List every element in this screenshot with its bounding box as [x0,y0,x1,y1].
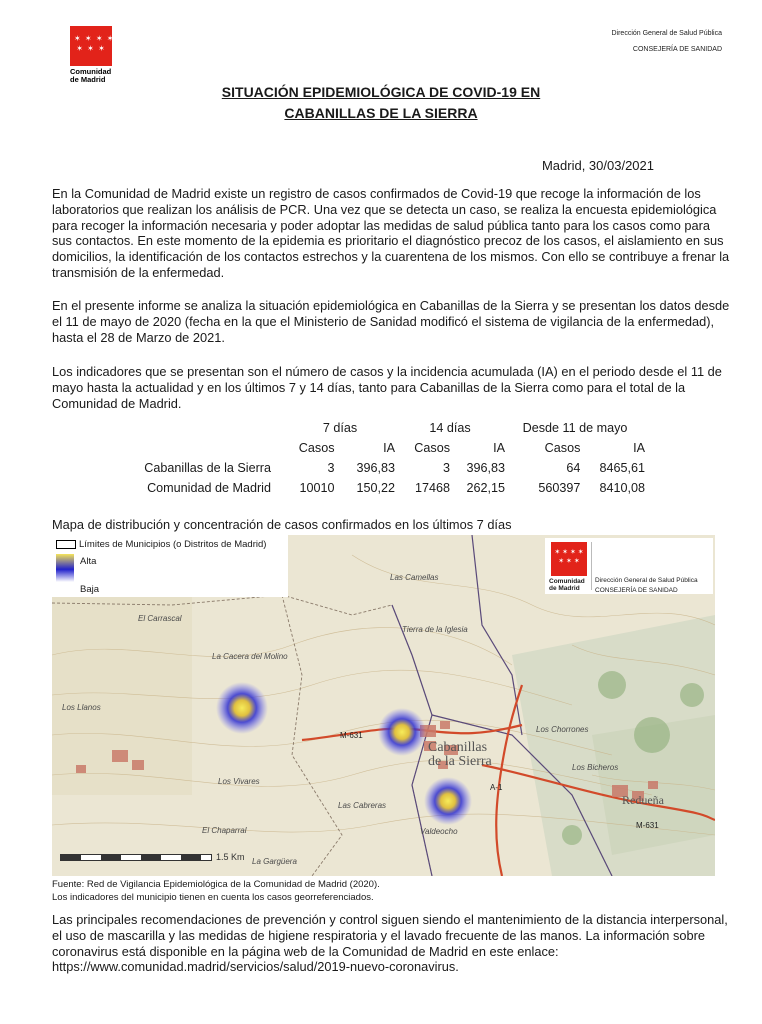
scale-unit: Km [231,852,245,862]
document-title [0,82,762,124]
cell: 262,15 [466,481,505,495]
org-line1: Dirección General de Salud Pública [611,30,722,37]
scale-value: 1.5 [216,852,229,862]
legend-low-label: Baja [80,584,100,595]
title-line1: SITUACIÓN EPIDEMIOLÓGICA DE COVID-19 EN [221,84,541,100]
cell: 396,83 [356,461,395,475]
subheader-casos: Casos [544,441,581,455]
legend-boundary-label: Límites de Municipios (o Distritos de Madrid) [79,539,267,550]
row-name: Cabanillas de la Sierra [144,461,271,475]
town-label-line2: de la Sierra [428,754,492,769]
table-subheader [136,438,645,458]
case-hotspot [424,777,472,825]
flag-stars: ✶ ✶ ✶ ✶ ✶ ✶ ✶ [74,34,115,53]
boundary-swatch-icon [56,540,76,549]
map-logo-name [549,578,585,592]
recommendations-paragraph: Las principales recomendaciones de prevención y control siguen siendo el mantenimiento de la distancia interpersonal, el uso de mascarilla y las medidas de higiene respiratoria y el lavado frecuente de las manos. La información sobre coronavirus está disponible en la página web de la Comunidad de Madrid en este enlace: https://www.comunidad.madrid/servicios/salud/2019-nuevo-coronavirus. [52,912,728,975]
subheader-ia: IA [383,441,395,455]
indicators-paragraph: Los indicadores que se presentan son el número de casos y la incidencia acumulada (IA) en el periodo desde el 11 de mayo hasta la actualidad y en los últimos 7 y 14 días, tanto para Cabanillas de la Sierra como para el total de la Comunidad de Madrid. [52,364,722,411]
subheader-casos: Casos [298,441,335,455]
source-line1: Fuente: Red de Vigilancia Epidemiológica de la Comunidad de Madrid (2020). [52,879,380,890]
place-label: El Carrascal [138,614,182,623]
logo-name-line2: de Madrid [70,75,106,84]
map-legend [52,535,288,597]
comunidad-madrid-logo [70,26,116,84]
subheader-ia: IA [633,441,645,455]
place-label: Valdeocho [420,827,458,836]
town-label-line1: Cabanillas [428,740,488,755]
logo-name-line1: Comunidad [70,67,112,76]
source-note [52,878,380,904]
cell: 10010 [299,481,335,495]
case-distribution-map [52,535,715,876]
scale-bar-icon [60,854,212,861]
density-gradient-icon [56,554,74,582]
map-logo-name-line1: Comunidad [549,578,585,585]
subheader-casos: Casos [414,441,450,455]
map-logo-org-line1: Dirección General de Salud Pública [595,577,698,584]
case-hotspot [378,708,426,756]
org-header [611,26,722,58]
table-row [136,458,645,478]
place-label: Tierra de la Iglesia [402,625,468,634]
source-line2: Los indicadores del municipio tienen en cuenta los casos georreferenciados. [52,892,374,903]
place-label: Las Camellas [390,573,439,582]
place-label: Los Llanos [62,703,101,712]
place-label: Los Bicheros [572,763,619,772]
town-label-cabanillas [428,741,492,769]
intro-paragraph: En la Comunidad de Madrid existe un registro de casos confirmados de Covid-19 que recoge la información de los laboratorios que realizan los análisis de PCR. Una vez que se detecta un caso, se realiza la encuesta epidemiológica para recoger la información necesaria y poder adoptar las medidas de salud pública tanto para los casos como para sus contactos. En este momento de la epidemia es prioritario el diagnóstico precoz de los casos, el aislamiento en sus domicilios, la identificación de los contactos estrechos y la cuarentena de los mismos. Con ello se contribuye a frenar la transmisión de la enfermedad. [52,186,730,280]
place-label: Las Cabreras [338,801,387,810]
row-name: Comunidad de Madrid [147,481,271,495]
place-label: El Chaparral [202,826,247,835]
dateline: Madrid, 30/03/2021 [541,158,654,173]
madrid-flag-icon [70,26,115,66]
cell: 17468 [414,481,450,495]
legend-high-label: Alta [80,556,97,567]
map-scale [60,852,245,862]
town-label-reduena: Redueña [622,793,664,807]
title-line2: CABANILLAS DE LA SIERRA [284,105,478,121]
scope-paragraph: En el presente informe se analiza la situación epidemiológica en Cabanillas de la Sierra y se presentan los datos desde el 11 de mayo de 2020 (fecha en la que el Ministerio de Sanidad modificó el sistema de vigilancia de la enfermedad), hasta el 28 de Marzo de 2021. [52,298,730,345]
stats-table [136,418,645,498]
map-title: Mapa de distribución y concentración de casos confirmados en los últimos 7 días [52,517,512,532]
road-label: M-631 [340,731,363,740]
road-label: M-631 [636,821,659,830]
period-7d: 7 días [322,421,358,435]
cell: 150,22 [356,481,395,495]
cell: 64 [566,461,581,475]
road-label: A-1 [490,783,503,792]
madrid-flag-icon: ✶ ✶ ✶ ✶ ✶ ✶ ✶ [551,542,587,576]
subheader-ia: IA [493,441,505,455]
map-logo-org-line2: CONSEJERÍA DE SANIDAD [595,587,678,594]
place-label: Los Chorrones [536,725,589,734]
logo-divider [591,542,592,590]
cell: 8410,08 [599,481,645,495]
place-label: Los Vivares [218,777,260,786]
table-period-header [136,418,645,438]
map-logo-org [595,576,698,596]
cell: 3 [327,461,335,475]
cell: 396,83 [466,461,505,475]
place-label: La Gargüera [252,857,297,866]
cell: 3 [442,461,450,475]
period-since-may: Desde 11 de mayo [522,421,628,435]
table-row [136,478,645,498]
cell: 560397 [538,481,581,495]
period-14d: 14 días [429,421,471,435]
map-logo [545,538,713,594]
place-label: La Cacera del Molino [212,652,288,661]
cell: 8465,61 [599,461,645,475]
org-line2: CONSEJERÍA DE SANIDAD [632,46,722,53]
case-hotspot [216,682,268,734]
map-logo-name-line2: de Madrid [549,585,580,592]
